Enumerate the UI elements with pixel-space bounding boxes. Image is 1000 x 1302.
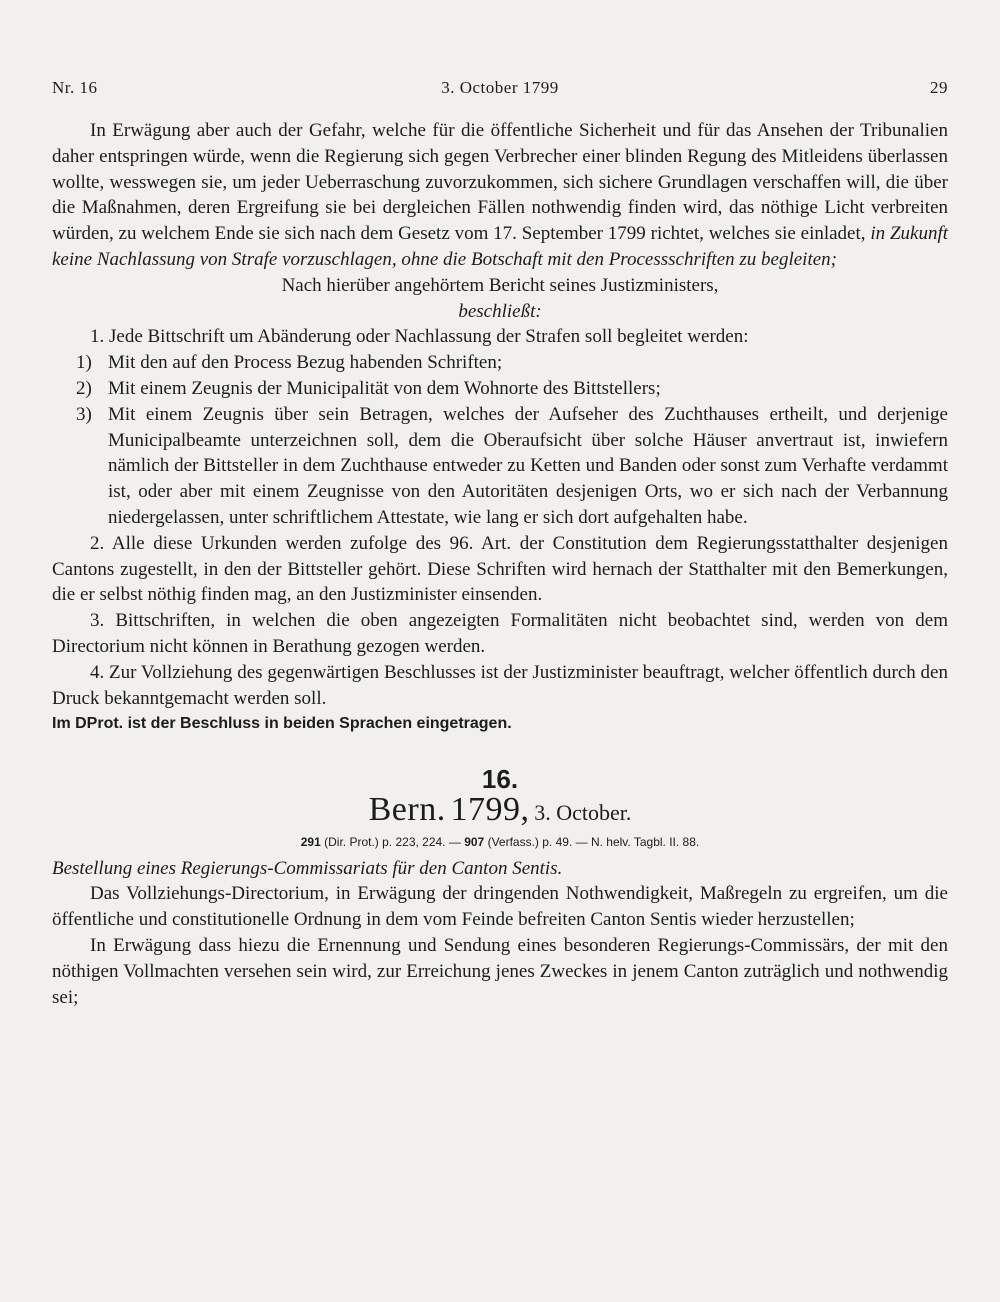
preamble-italic: in Zukunft keine Nachlassung von Strafe vorzuschlagen, ohne die Botschaft mit den Processschriften zu begleiten; bbox=[52, 223, 949, 270]
article-1-number: 1. bbox=[90, 326, 105, 348]
preamble-text: In Erwägung aber auch der Gefahr, welche für die öffentliche Sicherheit und für das Ansehen der Tribunalien daher entspringen würde, wenn die Regierung sich gegen Verbrecher einer blinden Regung des Mitleidens überlassen wollte, wesswegen sie, um jeder Ueberraschung zuvorzukommen, sich sichere Grundlagen verschaffen will, die über die Maßnahmen, deren Ergreifung sie bei dergleichen Fällen nothwendig finden wird, das nöthige Licht verbreiten würden, zu welchem Ende sie sich nach dem Gesetz vom 17. September 1799 richtet, welches sie einladet, bbox=[52, 120, 948, 245]
list-item bbox=[52, 402, 948, 531]
list-item-text: Mit einem Zeugnis über sein Betragen, welches der Aufseher des Zuchthauses ertheilt, und derjenige Municipalbeamte unterzeichnen soll, dem die Oberaufsicht über solche Häuser anvertraut ist, inwiefern nämlich der Bittsteller in dem Zuchthause entweder zu Ketten und Banden oder sonst zum Verhafte verdammt ist, oder aber mit einem Zeugnisse von den Autoritäten desjenigen Orts, wo er sich nach der Verbannung niedergelassen, unter schriftlichem Attestate, wie lang er sich dort aufgehalten habe. bbox=[108, 403, 948, 528]
protocol-note: Im DProt. ist der Beschluss in beiden Sprachen eingetragen. bbox=[52, 715, 512, 733]
list-item bbox=[52, 350, 948, 376]
list-item bbox=[52, 376, 948, 402]
list-item-number: 1) bbox=[76, 352, 92, 374]
article-3: 3. Bittschriften, in welchen die oben angezeigten Formalitäten nicht beobachtet sind, werden von dem Directorium nicht können in Berathung gezogen werden. bbox=[52, 610, 948, 657]
article-4: 4. Zur Vollziehung des gegenwärtigen Beschlusses ist der Justizminister beauftragt, welcher öffentlich durch den Druck bekanntgemacht werden soll. bbox=[52, 661, 948, 709]
page-header bbox=[52, 78, 948, 104]
page-number: 29 bbox=[930, 78, 948, 97]
paragraph-directorium: Das Vollziehungs-Directorium, in Erwägung der dringenden Nothwendigkeit, Maßregeln zu ergreifen, um die öffentliche und constitutionelle Ordnung in dem vom Feinde befreiten Canton Sentis wieder herzustellen; bbox=[52, 883, 948, 931]
document-body bbox=[52, 118, 948, 1010]
issue-number: Nr. 16 bbox=[52, 78, 98, 97]
dateline-date: 3. October. bbox=[534, 799, 632, 825]
ref-text-d: (Verfass.) p. 49. — N. helv. Tagbl. II. 88. bbox=[487, 834, 700, 849]
paragraph-commissioner: In Erwägung dass hiezu die Ernennung und Sendung eines besonderen Regierungs-Commissärs, der mit den nöthigen Vollmachten versehen sein wird, zur Erreichung jenes Zweckes in jenem Canton zuträglich und nothwendig sei; bbox=[52, 934, 948, 1008]
paragraph-preamble bbox=[52, 118, 948, 273]
list-item-number: 2) bbox=[76, 377, 92, 399]
article-1 bbox=[52, 324, 948, 350]
article-2: 2. Alle diese Urkunden werden zufolge des 96. Art. der Constitution dem Regierungsstatthalter desjenigen Cantons zugestellt, in den der Bittsteller gehört. Diese Schriften wird hernach der Statthalter mit den Bemerkungen, die er selbst nöthig finden mag, an den Justizminister einsenden. bbox=[52, 532, 948, 606]
dateline-year: 1799, bbox=[450, 790, 530, 828]
dateline bbox=[52, 790, 948, 828]
list-item-number: 3) bbox=[76, 403, 92, 425]
ref-number-c: 907 bbox=[464, 834, 485, 849]
document-number: 16. bbox=[481, 764, 519, 795]
ref-text-b: (Dir. Prot.) p. 223, 224. — bbox=[324, 834, 461, 849]
list-item-text: Mit einem Zeugnis der Municipalität von dem Wohnorte des Bittstellers; bbox=[108, 377, 661, 399]
header-date: 3. October 1799 bbox=[441, 78, 559, 97]
references bbox=[52, 830, 948, 856]
resolution-heading: beschließt: bbox=[458, 300, 542, 322]
dateline-place: Bern. bbox=[368, 790, 446, 828]
report-line: Nach hierüber angehörtem Bericht seines Justizministers, bbox=[281, 274, 719, 296]
article-1-text: Jede Bittschrift um Abänderung oder Nachlassung der Strafen soll begleitet werden: bbox=[109, 326, 749, 348]
document-subtitle: Bestellung eines Regierungs-Commissariats für den Canton Sentis. bbox=[52, 857, 563, 879]
list-item-text: Mit den auf den Process Bezug habenden Schriften; bbox=[108, 352, 503, 374]
ref-number-a: 291 bbox=[300, 834, 321, 849]
